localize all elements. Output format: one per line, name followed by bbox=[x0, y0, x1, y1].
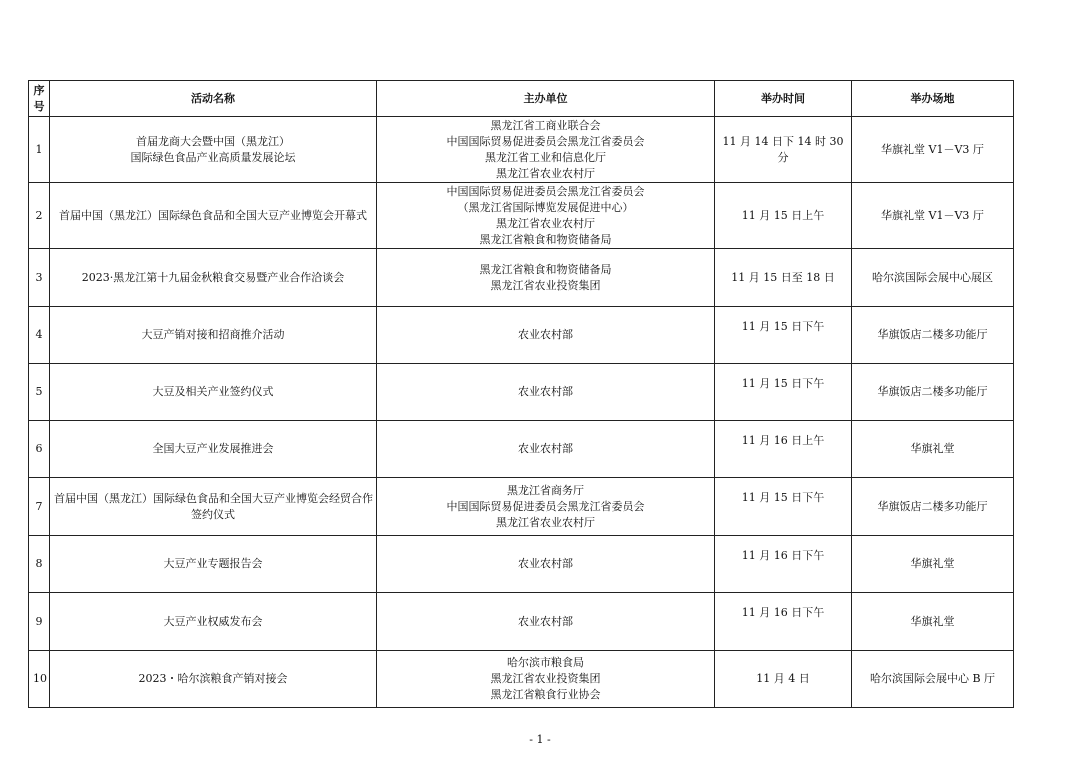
organizer-line: 黑龙江省农业农村厅 bbox=[496, 216, 595, 230]
cell-no: 1 bbox=[29, 117, 50, 183]
cell-venue: 华旗礼堂 bbox=[852, 593, 1014, 651]
activity-name-line: 大豆及相关产业签约仪式 bbox=[152, 385, 274, 398]
header-venue: 举办场地 bbox=[852, 81, 1014, 117]
cell-time: 11 月 15 日下午 bbox=[715, 478, 852, 536]
header-name: 活动名称 bbox=[50, 81, 377, 117]
organizer-line: 中国国际贸易促进委员会黑龙江省委员会 bbox=[446, 499, 645, 513]
cell-no: 2 bbox=[29, 183, 50, 249]
cell-no: 5 bbox=[29, 364, 50, 421]
activity-name-line: 首届中国（黑龙江）国际绿色食品和全国大豆产业博览会开幕式 bbox=[59, 208, 367, 222]
activity-name-line: 大豆产销对接和招商推介活动 bbox=[141, 328, 285, 341]
cell-organizer bbox=[377, 364, 715, 421]
organizer-line: 黑龙江省农业农村厅 bbox=[496, 166, 595, 180]
organizer-line: 黑龙江省粮食和物资储备局 bbox=[479, 232, 612, 246]
cell-organizer bbox=[377, 651, 715, 708]
table-row bbox=[29, 117, 1014, 183]
organizer-line: 黑龙江省农业投资集团 bbox=[490, 672, 601, 685]
activity-name-line: 大豆产业权威发布会 bbox=[163, 614, 263, 628]
cell-activity-name bbox=[50, 183, 377, 249]
header-no bbox=[29, 81, 50, 117]
table-row bbox=[29, 307, 1014, 364]
cell-activity-name bbox=[50, 421, 377, 478]
cell-venue: 华旗礼堂 V1－V3 厅 bbox=[852, 117, 1014, 183]
header-no-line1: 序 bbox=[33, 83, 45, 97]
organizer-line: 黑龙江省农业农村厅 bbox=[496, 515, 595, 529]
organizer-line: 农业农村部 bbox=[518, 385, 573, 398]
cell-no: 4 bbox=[29, 307, 50, 364]
organizer-line: 黑龙江省商务厅 bbox=[507, 483, 584, 497]
cell-activity-name bbox=[50, 117, 377, 183]
cell-organizer bbox=[377, 421, 715, 478]
organizer-line: 农业农村部 bbox=[518, 328, 573, 341]
cell-time: 11 月 15 日下午 bbox=[715, 364, 852, 421]
table-row bbox=[29, 249, 1014, 307]
table-header-row bbox=[29, 81, 1014, 117]
organizer-line: 农业农村部 bbox=[518, 557, 573, 570]
events-table bbox=[28, 80, 1014, 708]
activity-name-line: 首届龙商大会暨中国（黑龙江） bbox=[136, 134, 290, 148]
cell-time: 11 月 15 日上午 bbox=[715, 183, 852, 249]
organizer-line: 黑龙江省粮食和物资储备局 bbox=[479, 262, 612, 276]
cell-organizer bbox=[377, 478, 715, 536]
activity-name-line: 签约仪式 bbox=[191, 507, 235, 521]
cell-time: 11 月 14 日下 14 时 30 分 bbox=[715, 117, 852, 183]
table-row bbox=[29, 651, 1014, 708]
cell-organizer bbox=[377, 183, 715, 249]
page-number: - 1 - bbox=[529, 733, 551, 746]
table-row bbox=[29, 593, 1014, 651]
cell-organizer bbox=[377, 593, 715, 651]
cell-activity-name bbox=[50, 651, 377, 708]
activity-name-line: 国际绿色食品产业高质量发展论坛 bbox=[130, 150, 296, 164]
cell-no: 10 bbox=[29, 651, 50, 708]
cell-activity-name bbox=[50, 307, 377, 364]
cell-time: 11 月 16 日下午 bbox=[715, 593, 852, 651]
table-row bbox=[29, 421, 1014, 478]
cell-organizer bbox=[377, 536, 715, 593]
cell-venue: 华旗饭店二楼多功能厅 bbox=[852, 478, 1014, 536]
cell-time: 11 月 15 日下午 bbox=[715, 307, 852, 364]
table-row bbox=[29, 183, 1014, 249]
table-row bbox=[29, 478, 1014, 536]
organizer-line: 农业农村部 bbox=[518, 614, 573, 628]
cell-activity-name bbox=[50, 478, 377, 536]
organizer-line: 黑龙江省工商业联合会 bbox=[490, 118, 601, 132]
cell-time: 11 月 4 日 bbox=[715, 651, 852, 708]
cell-no: 8 bbox=[29, 536, 50, 593]
cell-activity-name bbox=[50, 249, 377, 307]
cell-venue: 华旗礼堂 bbox=[852, 421, 1014, 478]
organizer-line: 黑龙江省农业投资集团 bbox=[490, 278, 601, 292]
cell-venue: 华旗礼堂 bbox=[852, 536, 1014, 593]
activity-name-line: 大豆产业专题报告会 bbox=[163, 557, 263, 570]
cell-activity-name bbox=[50, 593, 377, 651]
cell-venue: 华旗饭店二楼多功能厅 bbox=[852, 307, 1014, 364]
organizer-line: 中国国际贸易促进委员会黑龙江省委员会 bbox=[446, 134, 645, 148]
activity-name-line: 首届中国（黑龙江）国际绿色食品和全国大豆产业博览会经贸合作 bbox=[54, 491, 373, 505]
table-row bbox=[29, 536, 1014, 593]
cell-venue: 华旗礼堂 V1－V3 厅 bbox=[852, 183, 1014, 249]
cell-organizer bbox=[377, 307, 715, 364]
header-organizer: 主办单位 bbox=[377, 81, 715, 117]
organizer-line: 哈尔滨市粮食局 bbox=[507, 656, 584, 669]
cell-organizer bbox=[377, 117, 715, 183]
activity-name-line: 2023・哈尔滨粮食产销对接会 bbox=[138, 672, 288, 685]
cell-venue: 华旗饭店二楼多功能厅 bbox=[852, 364, 1014, 421]
cell-time: 11 月 16 日下午 bbox=[715, 536, 852, 593]
cell-no: 7 bbox=[29, 478, 50, 536]
table-row bbox=[29, 364, 1014, 421]
cell-activity-name bbox=[50, 364, 377, 421]
organizer-line: 农业农村部 bbox=[518, 442, 573, 455]
organizer-line: （黑龙江省国际博览发展促进中心） bbox=[457, 200, 634, 214]
cell-time: 11 月 16 日上午 bbox=[715, 421, 852, 478]
activity-name-line: 2023·黑龙江第十九届金秋粮食交易暨产业合作洽谈会 bbox=[81, 270, 345, 284]
cell-venue: 哈尔滨国际会展中心 B 厅 bbox=[852, 651, 1014, 708]
organizer-line: 黑龙江省粮食行业协会 bbox=[490, 688, 601, 701]
organizer-line: 黑龙江省工业和信息化厅 bbox=[485, 150, 606, 164]
cell-no: 6 bbox=[29, 421, 50, 478]
cell-no: 9 bbox=[29, 593, 50, 651]
cell-venue: 哈尔滨国际会展中心展区 bbox=[852, 249, 1014, 307]
organizer-line: 中国国际贸易促进委员会黑龙江省委员会 bbox=[446, 184, 645, 198]
cell-organizer bbox=[377, 249, 715, 307]
cell-time: 11 月 15 日至 18 日 bbox=[715, 249, 852, 307]
header-no-line2: 号 bbox=[33, 99, 45, 113]
header-time: 举办时间 bbox=[715, 81, 852, 117]
cell-activity-name bbox=[50, 536, 377, 593]
cell-no: 3 bbox=[29, 249, 50, 307]
activity-name-line: 全国大豆产业发展推进会 bbox=[152, 442, 274, 455]
